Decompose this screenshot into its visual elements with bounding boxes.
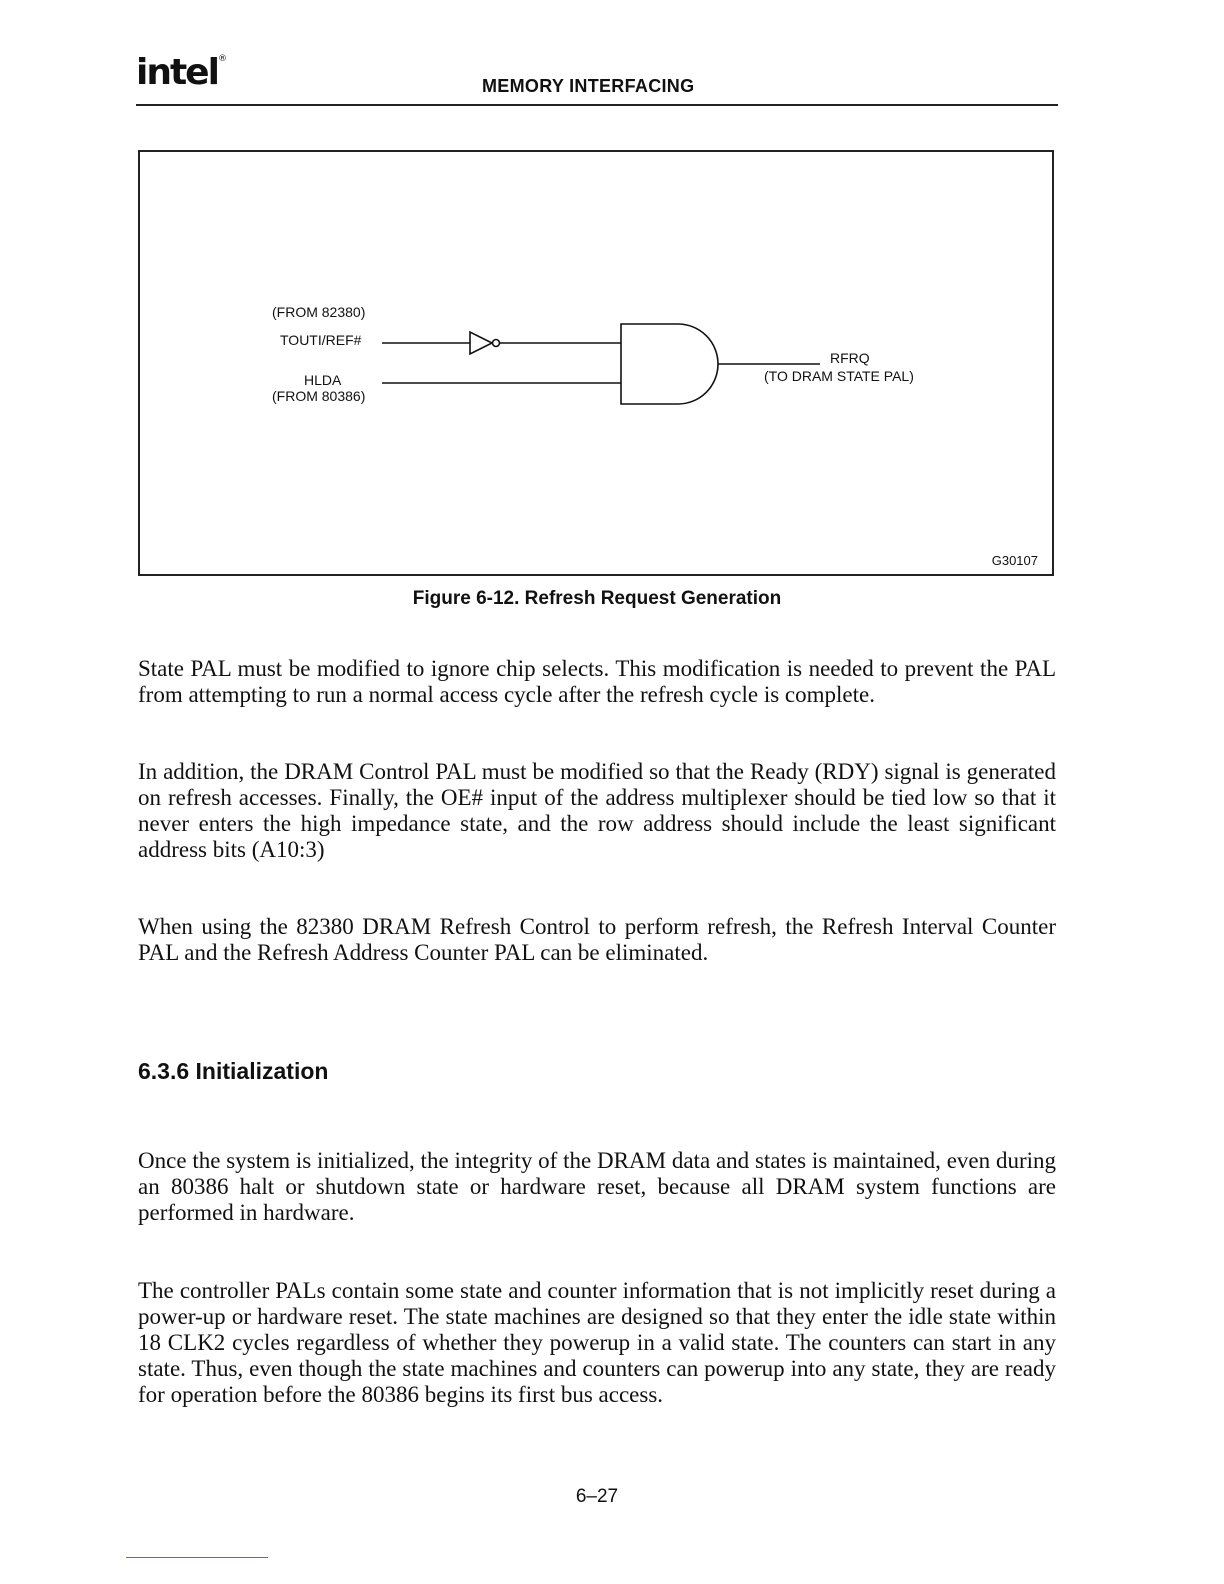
refresh-request-diagram (140, 152, 1052, 574)
paragraph-1: State PAL must be modified to ignore chip selects. This modification is needed to prevent the PAL from attempting to run a normal access cycle after the refresh cycle is complete. (138, 656, 1056, 707)
inverter-gate (470, 332, 492, 354)
footer-rule (126, 1557, 268, 1558)
figure-frame (138, 150, 1054, 576)
paragraph-4: Once the system is initialized, the integrity of the DRAM data and states is maintained, even during an 80386 halt or shutdown state or hardware reset, because all DRAM system functions are performed in hardware. (138, 1148, 1056, 1225)
figure-id: G30107 (991, 553, 1038, 568)
to-dram-state-pal-label: (TO DRAM STATE PAL) (764, 368, 914, 384)
and-gate (621, 324, 718, 404)
figure-caption: Figure 6-12. Refresh Request Generation (412, 588, 782, 609)
running-head: MEMORY INTERFACING (482, 76, 695, 96)
section-heading: 6.3.6 Initialization (138, 1058, 329, 1084)
rfrq-label: RFRQ (830, 350, 870, 366)
intel-logo: intel® (136, 52, 227, 93)
paragraph-5: The controller PALs contain some state and counter information that is not implicitly reset during a power-up or hardware reset. The state machines are designed so that they enter the idle state within 18 CLK2 cycles regardless of whether they powerup in a valid state. The counters can start in any state. Thus, even though the state machines and counters can powerup into any state, they are ready for operation before the 80386 begins its first bus access. (138, 1278, 1056, 1407)
paragraph-2: In addition, the DRAM Control PAL must be modified so that the Ready (RDY) signal is generated on refresh accesses. Finally, the OE# input of the address multiplexer should be tied low so that it never enters the high impedance state, and the row address should include the least significant address bits (A10:3) (138, 759, 1056, 862)
header-rule (136, 104, 1058, 106)
page-number: 6–27 (575, 1486, 619, 1507)
hlda-label: HLDA (304, 372, 342, 388)
from-80386-label: (FROM 80386) (272, 388, 366, 404)
touti-ref-label: TOUTI/REF# (280, 332, 362, 348)
inverter-bubble (493, 340, 500, 347)
from-82380-label: (FROM 82380) (272, 304, 366, 320)
paragraph-3: When using the 82380 DRAM Refresh Control to perform refresh, the Refresh Interval Counter PAL and the Refresh Address Counter PAL can be eliminated. (138, 914, 1056, 965)
